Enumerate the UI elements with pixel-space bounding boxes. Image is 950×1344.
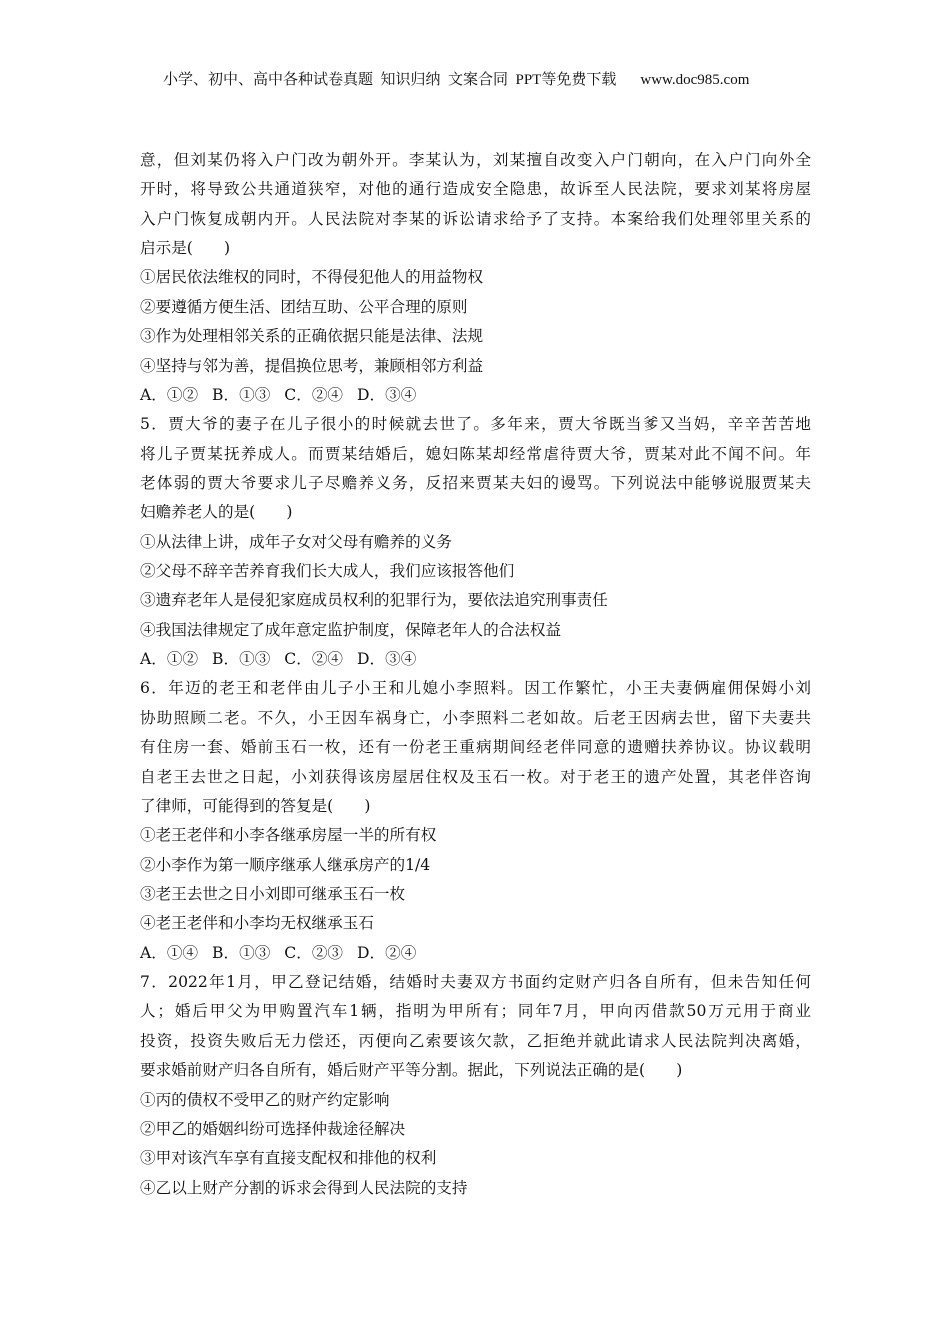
answer-choice: A．①② xyxy=(140,650,199,669)
question-option: ②小李作为第一顺序继承人继承房产的1/4 xyxy=(140,855,431,874)
question-stem-line: 启示是( ) xyxy=(140,239,231,258)
answer-choice: A．①② xyxy=(140,385,199,404)
question-stem-line: 老体弱的贾大爷要求儿子尽赡养义务，反招来贾某夫妇的谩骂。下列说法中能够说服贾某夫 xyxy=(140,473,811,492)
question-option: ③遗弃老年人是侵犯家庭成员权利的犯罪行为，要依法追究刑事责任 xyxy=(140,591,608,610)
question-option: ②父母不辞辛苦养育我们长大成人，我们应该报答他们 xyxy=(140,562,515,581)
question-option: ③作为处理相邻关系的正确依据只能是法律、法规 xyxy=(140,327,484,346)
answer-choice: B．①③ xyxy=(212,385,271,404)
answer-choice: D．②④ xyxy=(357,943,417,962)
answer-choice: D．③④ xyxy=(357,385,417,404)
answer-choice: C．②④ xyxy=(284,385,344,404)
answer-choices xyxy=(140,939,811,968)
answer-choice: D．③④ xyxy=(357,650,417,669)
question-stem-line: 5．贾大爷的妻子在儿子很小的时候就去世了。多年来，贾大爷既当爹又当妈，辛辛苦苦地 xyxy=(140,415,811,434)
question-option: ④老王老伴和小李均无权继承玉石 xyxy=(140,914,374,933)
header-text: 小学、初中、高中各种试卷真题 知识归纳 文案合同 PPT等免费下载 xyxy=(163,72,617,88)
question-stem-line: 自老王去世之日起，小刘获得该房屋居住权及玉石一枚。对于老王的遗产处置，其老伴咨询 xyxy=(140,767,811,786)
question-option: ④乙以上财产分割的诉求会得到人民法院的支持 xyxy=(140,1178,468,1197)
question-option: ④坚持与邻为善，提倡换位思考，兼顾相邻方利益 xyxy=(140,356,484,375)
question-stem-line: 将儿子贾某抚养成人。而贾某结婚后，媳妇陈某却经常虐待贾大爷，贾某对此不闻不问。年 xyxy=(140,444,811,463)
question-stem-line: 意，但刘某仍将入户门改为朝外开。李某认为，刘某擅自改变入户门朝向，在入户门向外全 xyxy=(140,151,811,169)
question-stem-line: 人；婚后甲父为甲购置汽车1辆，指明为甲所有；同年7月，甲向丙借款50万元用于商业 xyxy=(140,1002,811,1021)
question-option: ④我国法律规定了成年意定监护制度，保障老年人的合法权益 xyxy=(140,620,562,639)
question-1 xyxy=(140,410,811,674)
question-stem-line: 投资，投资失败后无力偿还，丙便向乙索要该欠款，乙拒绝并就此请求人民法院判决离婚， xyxy=(140,1031,811,1050)
question-stem-line: 了律师，可能得到的答复是( ) xyxy=(140,796,371,815)
question-3 xyxy=(140,968,811,1203)
question-0 xyxy=(140,146,811,410)
question-option: ①丙的债权不受甲乙的财产约定影响 xyxy=(140,1090,390,1109)
question-stem-line: 有住房一套、婚前玉石一枚，还有一份老王重病期间经老伴同意的遗赠扶养协议。协议载明 xyxy=(140,738,811,757)
answer-choices xyxy=(140,645,811,674)
question-option: ①老王老伴和小李各继承房屋一半的所有权 xyxy=(140,826,437,845)
document-body xyxy=(140,146,811,1203)
question-option: ②要遵循方便生活、团结互助、公平合理的原则 xyxy=(140,297,468,316)
answer-choice: B．①③ xyxy=(212,650,271,669)
answer-choice: A．①④ xyxy=(140,943,199,962)
answer-choice: C．②④ xyxy=(284,650,344,669)
question-stem-line: 6．年迈的老王和老伴由儿子小王和儿媳小李照料。因工作繁忙，小王夫妻俩雇佣保姆小刘 xyxy=(140,679,811,698)
header-url: www.doc985.com xyxy=(640,72,750,88)
question-stem-line: 要求婚前财产归各自所有，婚后财产平等分割。据此，下列说法正确的是( ) xyxy=(140,1061,683,1080)
answer-choices xyxy=(140,381,811,410)
question-option: ①从法律上讲，成年子女对父母有赡养的义务 xyxy=(140,532,452,551)
question-option: ③甲对该汽车享有直接支配权和排他的权利 xyxy=(140,1149,437,1168)
answer-choice: B．①③ xyxy=(212,943,271,962)
page-header xyxy=(163,68,749,89)
question-option: ②甲乙的婚姻纠纷可选择仲裁途径解决 xyxy=(140,1119,406,1138)
question-stem-line: 妇赡养老人的是( ) xyxy=(140,503,293,522)
question-option: ③老王去世之日小刘即可继承玉石一枚 xyxy=(140,884,406,903)
question-2 xyxy=(140,674,811,968)
question-stem-line: 7．2022年1月，甲乙登记结婚，结婚时夫妻双方书面约定财产归各自所有，但未告知任何 xyxy=(140,973,811,992)
answer-choice: C．②③ xyxy=(284,943,344,962)
question-stem-line: 入户门恢复成朝内开。人民法院对李某的诉讼请求给予了支持。本案给我们处理邻里关系的 xyxy=(140,209,811,228)
question-stem-line: 协助照顾二老。不久，小王因车祸身亡，小李照料二老如故。后老王因病去世，留下夫妻共 xyxy=(140,708,811,727)
question-option: ①居民依法维权的同时，不得侵犯他人的用益物权 xyxy=(140,268,484,287)
question-stem-line: 开时，将导致公共通道狭窄，对他的通行造成安全隐患，故诉至人民法院，要求刘某将房屋 xyxy=(140,180,811,199)
